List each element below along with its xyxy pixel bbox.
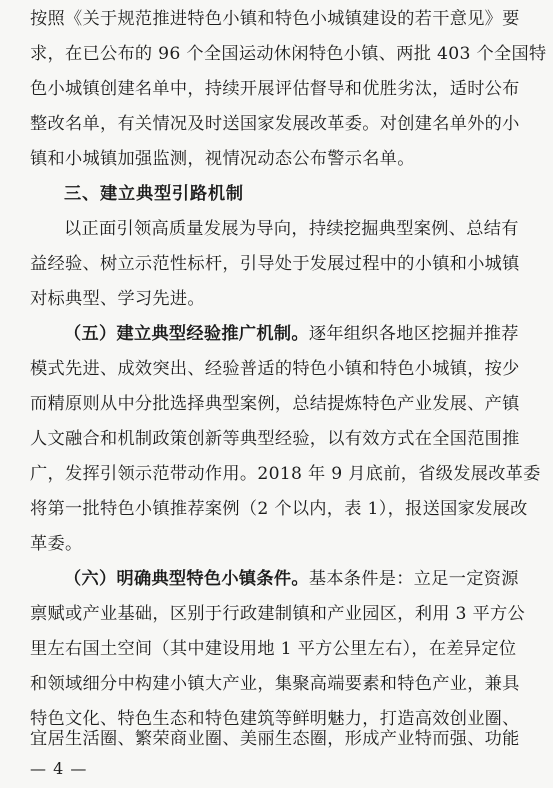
paragraph-1-line-3: 色小城镇创建名单中，持续开展评估督导和优胜劣汰，适时公布 <box>30 79 520 99</box>
page-number: — 4 — <box>30 759 88 778</box>
paragraph-1-line-2: 求，在已公布的 96 个全国运动休闲特色小镇、两批 403 个全国特 <box>30 44 547 64</box>
paragraph-3-line-3: 而精原则从中分批选择典型案例，总结提炼特色产业发展、产镇 <box>30 394 520 414</box>
paragraph-4-line-2: 禀赋或产业基础，区别于行政建制镇和产业园区，利用 3 平方公 <box>30 604 525 624</box>
paragraph-4-line-1-rest: 基本条件是：立足一定资源 <box>308 569 519 589</box>
paragraph-3-lead: （五）建立典型经验推广机制。 <box>64 324 309 344</box>
paragraph-3-line-1-rest: 逐年组织各地区挖掘并推荐 <box>308 324 519 344</box>
paragraph-4-line-5: 特色文化、特色生态和特色建筑等鲜明魅力，打造高效创业圈、 <box>30 709 520 729</box>
paragraph-4-line-1 <box>64 568 553 590</box>
section-heading: 三、建立典型引路机制 <box>64 184 244 204</box>
paragraph-1-line-1: 按照《关于规范推进特色小镇和特色小城镇建设的若干意见》要 <box>30 9 520 29</box>
paragraph-3-line-7: 革委。 <box>30 534 83 554</box>
paragraph-2-line-2: 益经验、树立示范性标杆，引导处于发展过程中的小镇和小城镇 <box>30 254 520 274</box>
paragraph-3-line-5: 广，发挥引领示范带动作用。2018 年 9 月底前，省级发展改革委 <box>30 464 541 484</box>
paragraph-3-line-6: 将第一批特色小镇推荐案例（2 个以内，表 1），报送国家发展改 <box>30 499 528 519</box>
paragraph-3-line-4: 人文融合和机制政策创新等典型经验，以有效方式在全国范围推 <box>30 429 520 449</box>
paragraph-3-line-2: 模式先进、成效突出、经验普适的特色小镇和特色小城镇，按少 <box>30 359 520 379</box>
paragraph-2-line-3: 对标典型、学习先进。 <box>30 289 205 309</box>
paragraph-3-line-1 <box>64 323 553 345</box>
paragraph-1-line-4: 整改名单，有关情况及时送国家发展改革委。对创建名单外的小 <box>30 114 520 134</box>
paragraph-4-lead: （六）明确典型特色小镇条件。 <box>64 569 309 589</box>
paragraph-4-line-4: 和领域细分中构建小镇大产业，集聚高端要素和特色产业，兼具 <box>30 674 520 694</box>
paragraph-4-line-6: 宜居生活圈、繁荣商业圈、美丽生态圈，形成产业特而强、功能 <box>30 729 520 749</box>
paragraph-4-line-3: 里左右国土空间（其中建设用地 1 平方公里左右），在差异定位 <box>30 639 517 659</box>
paragraph-2-line-1: 以正面引领高质量发展为导向，持续挖掘典型案例、总结有 <box>64 219 519 239</box>
paragraph-1-line-5: 镇和小城镇加强监测，视情况动态公布警示名单。 <box>30 149 415 169</box>
